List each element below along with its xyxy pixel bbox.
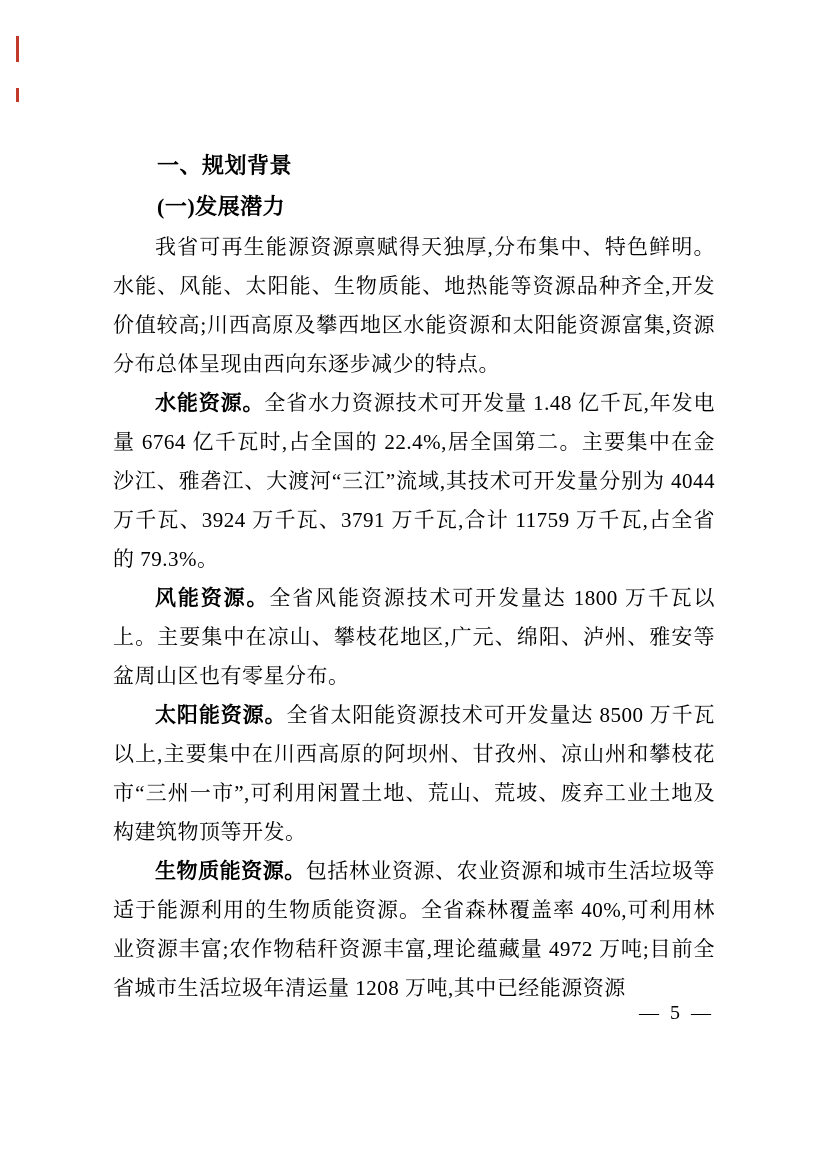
section-heading: 一、规划背景 bbox=[157, 153, 293, 178]
intro-paragraph: 我省可再生能源资源禀赋得天独厚,分布集中、特色鲜明。水能、风能、太阳能、生物质能、地热能等资源品种齐全,开发价值较高;川西高原及攀西地区水能资源和太阳能资源富集,资源分布总体呈现由西向东逐步减少的特点。 bbox=[113, 235, 715, 376]
paragraph-lead: 太阳能资源。 bbox=[155, 704, 287, 727]
paragraph-body: 全省水力资源技术可开发量 1.48 亿千瓦,年发电量 6764 亿千瓦时,占全国的 22.4%,居全国第二。主要集中在金沙江、雅砻江、大渡河“三江”流域,其技术可开发量分别为 4044 万千瓦、3924 万千瓦、3791 万千瓦,合计 11759 万千瓦,占全省的 79.3%。 bbox=[113, 391, 716, 571]
paragraph-biomass bbox=[113, 852, 715, 1008]
paragraph-lead: 生物质能资源。 bbox=[155, 860, 306, 883]
paragraph-wind bbox=[113, 579, 715, 696]
scan-mark bbox=[16, 36, 19, 62]
subsection-heading: (一)发展潜力 bbox=[157, 194, 286, 219]
paragraph-body: 包括林业资源、农业资源和城市生活垃圾等适于能源利用的生物质能资源。全省森林覆盖率 40%,可利用林业资源丰富;农作物秸秆资源丰富,理论蕴藏量 4972 万吨;目前全省城市生活垃圾年清运量 1208 万吨,其中已经能源资源 bbox=[113, 859, 715, 1000]
paragraph-lead: 风能资源。 bbox=[155, 587, 270, 610]
paragraph-hydro bbox=[113, 384, 715, 579]
paragraph-lead: 水能资源。 bbox=[155, 392, 265, 415]
paragraph-body: 全省太阳能资源技术可开发量达 8500 万千瓦以上,主要集中在川西高原的阿坝州、甘孜州、凉山州和攀枝花市“三州一市”,可利用闲置土地、荒山、荒坡、废弃工业土地及构建筑物顶等开发。 bbox=[113, 703, 715, 844]
paragraph-body: 全省风能资源技术可开发量达 1800 万千瓦以上。主要集中在凉山、攀枝花地区,广元、绵阳、泸州、雅安等盆周山区也有零星分布。 bbox=[113, 586, 716, 688]
scan-mark bbox=[16, 88, 19, 102]
paragraph-solar bbox=[113, 696, 715, 852]
document-content bbox=[113, 146, 715, 1008]
page-number: — 5 — bbox=[639, 1002, 714, 1024]
